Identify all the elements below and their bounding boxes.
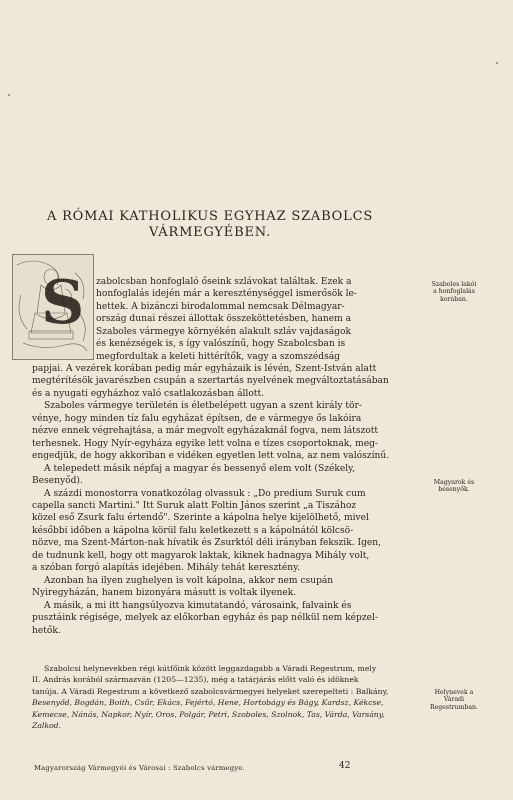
body-text-main xyxy=(32,363,402,637)
text-line: ország dunai részei állottak összeköttetésben, hanem a xyxy=(96,314,352,325)
text-line: hetők. xyxy=(32,625,61,636)
running-footer: Magyarország Vármegyéi és Városai : Szabolcs vármegye. xyxy=(34,764,245,772)
text-line: Nyiregyházán, hanem bizonyára másutt is voltak ilyenek. xyxy=(32,588,297,599)
margin-note-helynevek xyxy=(405,689,503,711)
paper-speck xyxy=(8,94,10,96)
text-line: megfordultak a keleti hittérítők, vagy a szomszédság xyxy=(96,351,341,362)
text-line: megtérítésök javarészben csupán a szertartás nyelvének megváltoztatásában xyxy=(32,376,389,387)
text-line: Kemecse, Nánás, Napkor, Nyír, Oros, Polgár, Petri, Szoboles, Szolnok, Tas, Várda, Varsány, xyxy=(32,709,385,719)
text-line: a szóban forgó alapítás idejében. Mihály tehát keresztény. xyxy=(32,563,300,574)
margin-note-szabolcs xyxy=(405,281,503,303)
text-line: Besenyőd). xyxy=(32,476,83,487)
text-line: pusztáink régisége, melyek az előkorban egyház és pap nélkül nem képzel- xyxy=(32,613,379,624)
text-line: capella sancti Martini." Itt Suruk alatt Foltin János szerint „a Tiszához xyxy=(32,500,357,511)
text-line: Szabolcsi helynevekben régi kútfőink között leggazdagabb a Váradi Regestrum, mely xyxy=(44,664,377,673)
text-line: Besenyőd, Bogdán, Boith, Csűr, Ekács, Fejértó, Hene, Hortobágy és Bágy, Kardsz, Kékcse, xyxy=(32,698,384,708)
margin-note-line: Szaboles lakói xyxy=(431,281,477,288)
chapter-title-line-2: VÁRMEGYÉBEN. xyxy=(148,225,272,240)
text-line: papjai. A vezérek korában pedig már egyházaik is lévén, Szent-István alatt xyxy=(32,364,377,374)
chapter-title-line-1: A RÓMAI KATHOLIKUS EGYHAZ SZABOLCS xyxy=(46,209,374,224)
text-line: nözve, ma Szent-Márton-nak hívatik és Zsurktól déli irányban fekszik. Igen, xyxy=(32,538,382,549)
text-line: nézve ennek végrehajtása, a már megvolt egyházakmál fogva, nem látszott xyxy=(32,426,379,437)
margin-note-line: Regestrumban. xyxy=(429,703,479,711)
text-line: zabolcsban honfoglaló őseink szlávokat találtak. Ezek a xyxy=(96,277,352,287)
text-line: Szaboles vármegye területén is életbelépett ugyan a szent király tör- xyxy=(44,401,362,412)
text-line: engedjük, de hogy akkoriban e vidéken egyetlen lett volna, az nem valószínű. xyxy=(32,451,390,462)
text-line: és a nyugati egyházhoz való csatlakozásban állott. xyxy=(32,388,264,399)
body-text-intro xyxy=(96,276,402,363)
text-line: honfoglalás idején már a kereszténységgel ismerősök le- xyxy=(96,289,358,300)
text-line: és kenézségek is, s így valószínű, hogy Szabolcsban is xyxy=(96,339,346,350)
text-line: hettek. A bizánczi birodalommal nemcsak Délmagyar- xyxy=(96,301,345,312)
text-line: Zalkod. xyxy=(32,721,62,731)
margin-note-magyarok xyxy=(405,479,503,494)
text-line: de tudnunk kell, hogy ott magyarok laktak, kiknek hadnagya Mihály volt, xyxy=(32,550,370,561)
body-text-footnote-size xyxy=(32,663,402,731)
text-line: A másik, a mi itt hangsúlyozva kimutatandó, városaink, falvaink és xyxy=(44,600,352,611)
margin-note-line: besenyők. xyxy=(438,486,470,494)
text-line: tanúja. A Váradi Regestrum a következő szabolcsvármegyei helyeket szerepelteti : Balkány, xyxy=(32,686,389,696)
margin-note-line: a honfoglalás xyxy=(433,288,475,296)
text-line: Azonban ha ilyen zughelyen is volt kápolna, akkor nem csupán xyxy=(44,575,334,586)
text-line: Szaboles vármegye környékén alakult szláv vajdaságok xyxy=(96,326,351,337)
text-line: vénye, hogy minden tíz falu egyházat építsen, de e vármegye ős lakóira xyxy=(32,413,362,424)
margin-note-line: korában. xyxy=(440,295,468,303)
page-number: 42 xyxy=(339,761,351,771)
text-line: A százdi monostorra vonatkozólag olvassuk : „Do predium Suruk cum xyxy=(44,488,366,499)
text-line: terhesnek. Hogy Nyír-egyháza egyike lett volna e tízes csoportoknak, meg- xyxy=(32,438,378,449)
text-line: későbbi időben a kápolna körül falu keletkezett s a kápolnától kölcsö- xyxy=(32,525,354,536)
margin-note-line: Magyarok és xyxy=(433,479,475,486)
margin-note-line: Helynevek a xyxy=(434,689,474,696)
margin-note-line: Váradi xyxy=(443,696,465,704)
text-line: II. András korából származván (1205—1235), még a tatárjárás előtt való és idöknek xyxy=(32,675,359,685)
illuminated-initial-s-image xyxy=(12,254,94,360)
svg-text:S: S xyxy=(41,268,85,338)
paper-speck xyxy=(496,62,498,64)
text-line: közel eső Zsurk falu értendő". Szerinte a kápolna helye kijelölhető, mivel xyxy=(32,513,369,524)
text-line: A telepedett másik népfaj a magyar és bessenyő elem volt (Székely, xyxy=(44,463,355,474)
